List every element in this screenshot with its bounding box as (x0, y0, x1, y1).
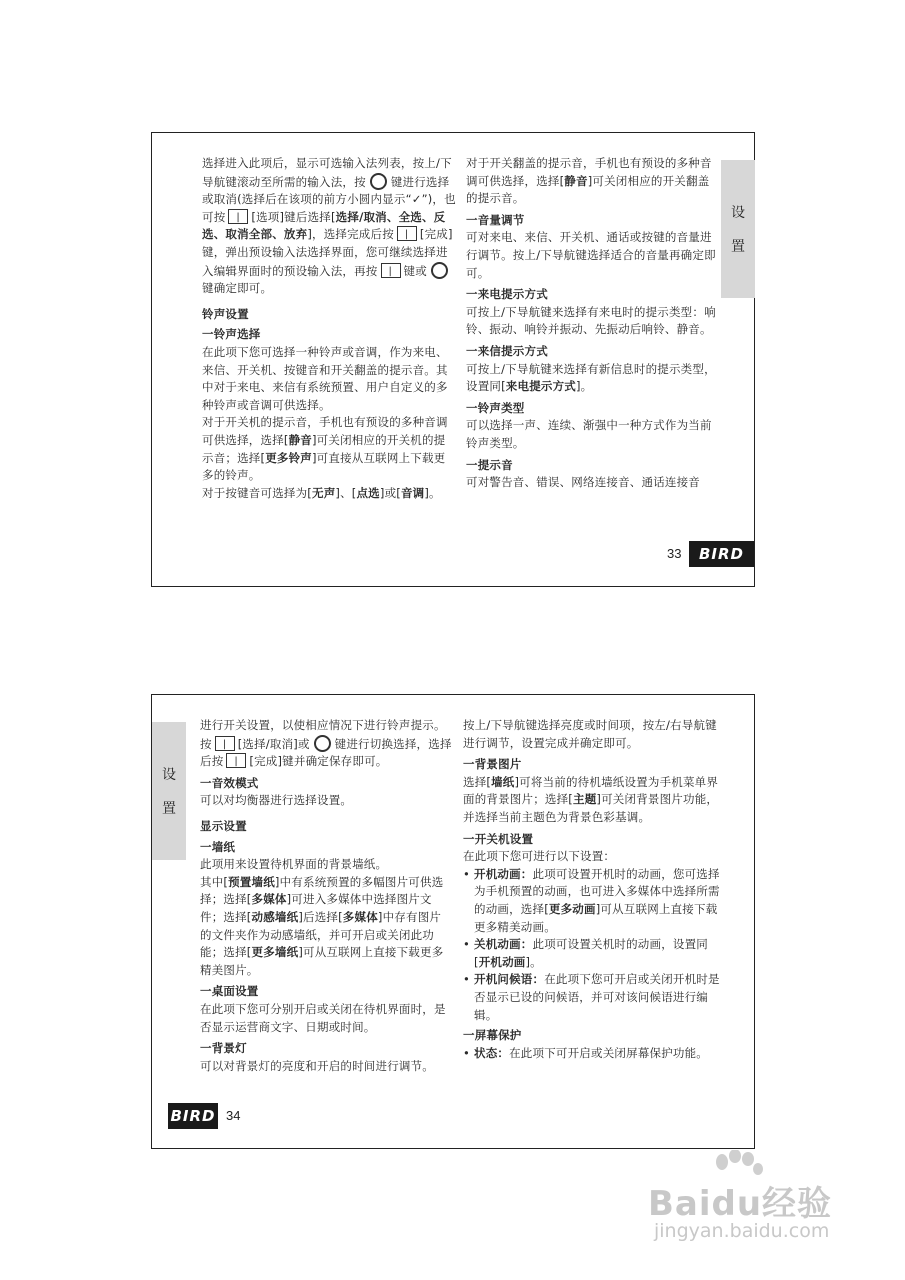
subheading-ring-type: 一铃声类型 (466, 400, 525, 415)
ring-type-paragraph: 可以选择一声、连续、渐强中一种方式作为当前铃声类型。 (466, 418, 712, 450)
softkey-right-icon (226, 753, 246, 768)
page-number: 34 (226, 1108, 241, 1123)
key-tone-paragraph: 对于按键音可选择为[无声]、[点选]或[音调]。 (202, 485, 441, 500)
subheading-background-image: 一背景图片 (463, 757, 522, 772)
section-heading-ring-settings: 铃声设置 (202, 306, 249, 321)
bullet-power-on-animation: • 开机动画：此项可设置开机时的动画，您可选择为手机预置的动画，也可进入多媒体中选择所需的动画，选择[更多动画]可从互联网上直接下载更多精美动画。 (463, 866, 721, 936)
subheading-screensaver: 一屏幕保护 (463, 1028, 522, 1043)
ring-switch-paragraph: 进行开关设置，以使相应情况下进行铃声提示。按| [选择/取消]或 键进行切换选择，选择后按| [完成]键并确定保存即可。 (200, 717, 452, 771)
ok-key-icon (314, 735, 331, 752)
tab-char-1: 设 (731, 205, 745, 221)
sound-effect-paragraph: 可以对均衡器进行选择设置。 (200, 793, 353, 808)
tab-char-2: 置 (162, 801, 176, 817)
subheading-call-alert: 一来电提示方式 (466, 287, 548, 302)
section-tab-settings (721, 160, 755, 298)
subheading-volume: 一音量调节 (466, 212, 525, 227)
page34-right-column (463, 717, 721, 1062)
background-image-paragraph: 选择[墙纸]可将当前的待机墙纸设置为手机菜单界面的背景图片；选择[主题]可关闭背景图片功能，并选择当前主题色为背景色彩基调。 (463, 774, 719, 824)
prompt-tone-paragraph: 可对警告音、错误、网络连接音、通话连接音 (466, 475, 700, 490)
subheading-ring-select: 一铃声选择 (202, 327, 261, 342)
power-settings-paragraph: 在此项下您可进行以下设置： (463, 849, 616, 864)
watermark-url: jingyan.baidu.com (654, 1220, 830, 1242)
ok-key-icon (431, 262, 448, 279)
softkey-right-icon (397, 226, 417, 241)
tab-char-2: 置 (731, 239, 745, 255)
subheading-sound-effect: 一音效模式 (200, 775, 259, 790)
bullet-screensaver-status: • 状态：在此项下可开启或关闭屏幕保护功能。 (463, 1045, 721, 1063)
power-tone-paragraph: 对于开关机的提示音，手机也有预设的多种音调可供选择，选择[静音]可关闭相应的开关机的提示音；选择[更多铃声]可直接从互联网上下载更多的铃声。 (202, 415, 448, 483)
backlight-paragraph: 可以对背景灯的亮度和开启的时间进行调节。 (200, 1058, 434, 1073)
page33-left-column (202, 155, 456, 502)
watermark-brand: Baidu经验 (648, 1184, 833, 1224)
wallpaper-paragraph-2: 其中[预置墙纸]中有系统预置的多幅图片可供选择；选择[多媒体]可进入多媒体中选择图片文件；选择[动感墙纸]后选择[多媒体]中存有图片的文件夹作为动感墙纸，并可开启或关闭此功能；选择[更多墙纸]可从互联网上直接下载更多精美图片。 (200, 874, 444, 977)
wallpaper-paragraph-1: 此项用来设置待机界面的背景墙纸。 (200, 857, 388, 872)
page33-right-column (466, 155, 716, 492)
bird-logo: BIRD (168, 1103, 218, 1129)
bullet-greeting: • 开机问候语：在此项下您可开启或关闭开机时是否显示已设的问候语，并可对该问候语进行编辑。 (463, 971, 721, 1024)
call-alert-paragraph: 可按上/下导航键来选择有来电时的提示类型：响铃、振动、响铃并振动、先振动后响铃、静音。 (466, 304, 716, 337)
tab-char-1: 设 (162, 767, 176, 783)
flip-tone-paragraph: 对于开关翻盖的提示音，手机也有预设的多种音调可供选择，选择[静音]可关闭相应的开关翻盖的提示音。 (466, 156, 712, 206)
manual-page-33 (151, 132, 755, 587)
subheading-message-alert: 一来信提示方式 (466, 343, 548, 358)
message-alert-paragraph: 可按上/下导航键来选择有新信息时的提示类型，设置同[来电提示方式]。 (466, 361, 716, 394)
subheading-desktop: 一桌面设置 (200, 984, 259, 999)
softkey-left-icon (215, 736, 235, 751)
softkey-left-icon (228, 209, 248, 224)
softkey-left-icon (381, 263, 401, 278)
section-heading-display-settings: 显示设置 (200, 818, 247, 833)
bird-logo: BIRD (689, 541, 754, 567)
ring-select-paragraph: 在此项下您可选择一种铃声或音调，作为来电、来信、开关机、按键音和开关翻盖的提示音。其中对于来电、来信有系统预置、用户自定义的多种铃声或音调可供选择。 (202, 344, 448, 412)
section-tab-settings (152, 722, 186, 860)
manual-page-34 (151, 694, 755, 1149)
ok-key-icon (370, 173, 387, 190)
input-method-paragraph: 选择进入此项后，显示可选输入法列表，按上/下导航键滚动至所需的输入法，按 键进行选择或取消(选择后在该项的前方小圆内显示“✓”)，也可按| [选项]键后选择[选择/取消、全选、反选、取消全部、放弃]，选择完成后按| [完成]键，弹出预设输入法选择界面，您可继续选择进入编辑界面时的预设输入法，再按| 键或键确定即可。 (202, 155, 456, 298)
volume-paragraph: 可对来电、来信、开关机、通话或按键的音量进行调节。按上/下导航键选择适合的音量再确定即可。 (466, 230, 716, 280)
subheading-power-settings: 一开关机设置 (463, 831, 534, 846)
page-number: 33 (667, 546, 682, 561)
subheading-backlight: 一背景灯 (200, 1041, 247, 1056)
bullet-power-off-animation: • 关机动画：此项可设置关机时的动画，设置同[开机动画]。 (463, 936, 721, 971)
subheading-wallpaper: 一墙纸 (200, 839, 236, 854)
backlight-continued-paragraph: 按上/下导航键选择亮度或时间项，按左/右导航键进行调节，设置完成并确定即可。 (463, 718, 717, 750)
desktop-paragraph: 在此项下您可分别开启或关闭在待机界面时，是否显示运营商文字、日期或时间。 (200, 1001, 446, 1034)
page34-left-column (200, 717, 452, 1075)
subheading-prompt-tone: 一提示音 (466, 457, 513, 472)
